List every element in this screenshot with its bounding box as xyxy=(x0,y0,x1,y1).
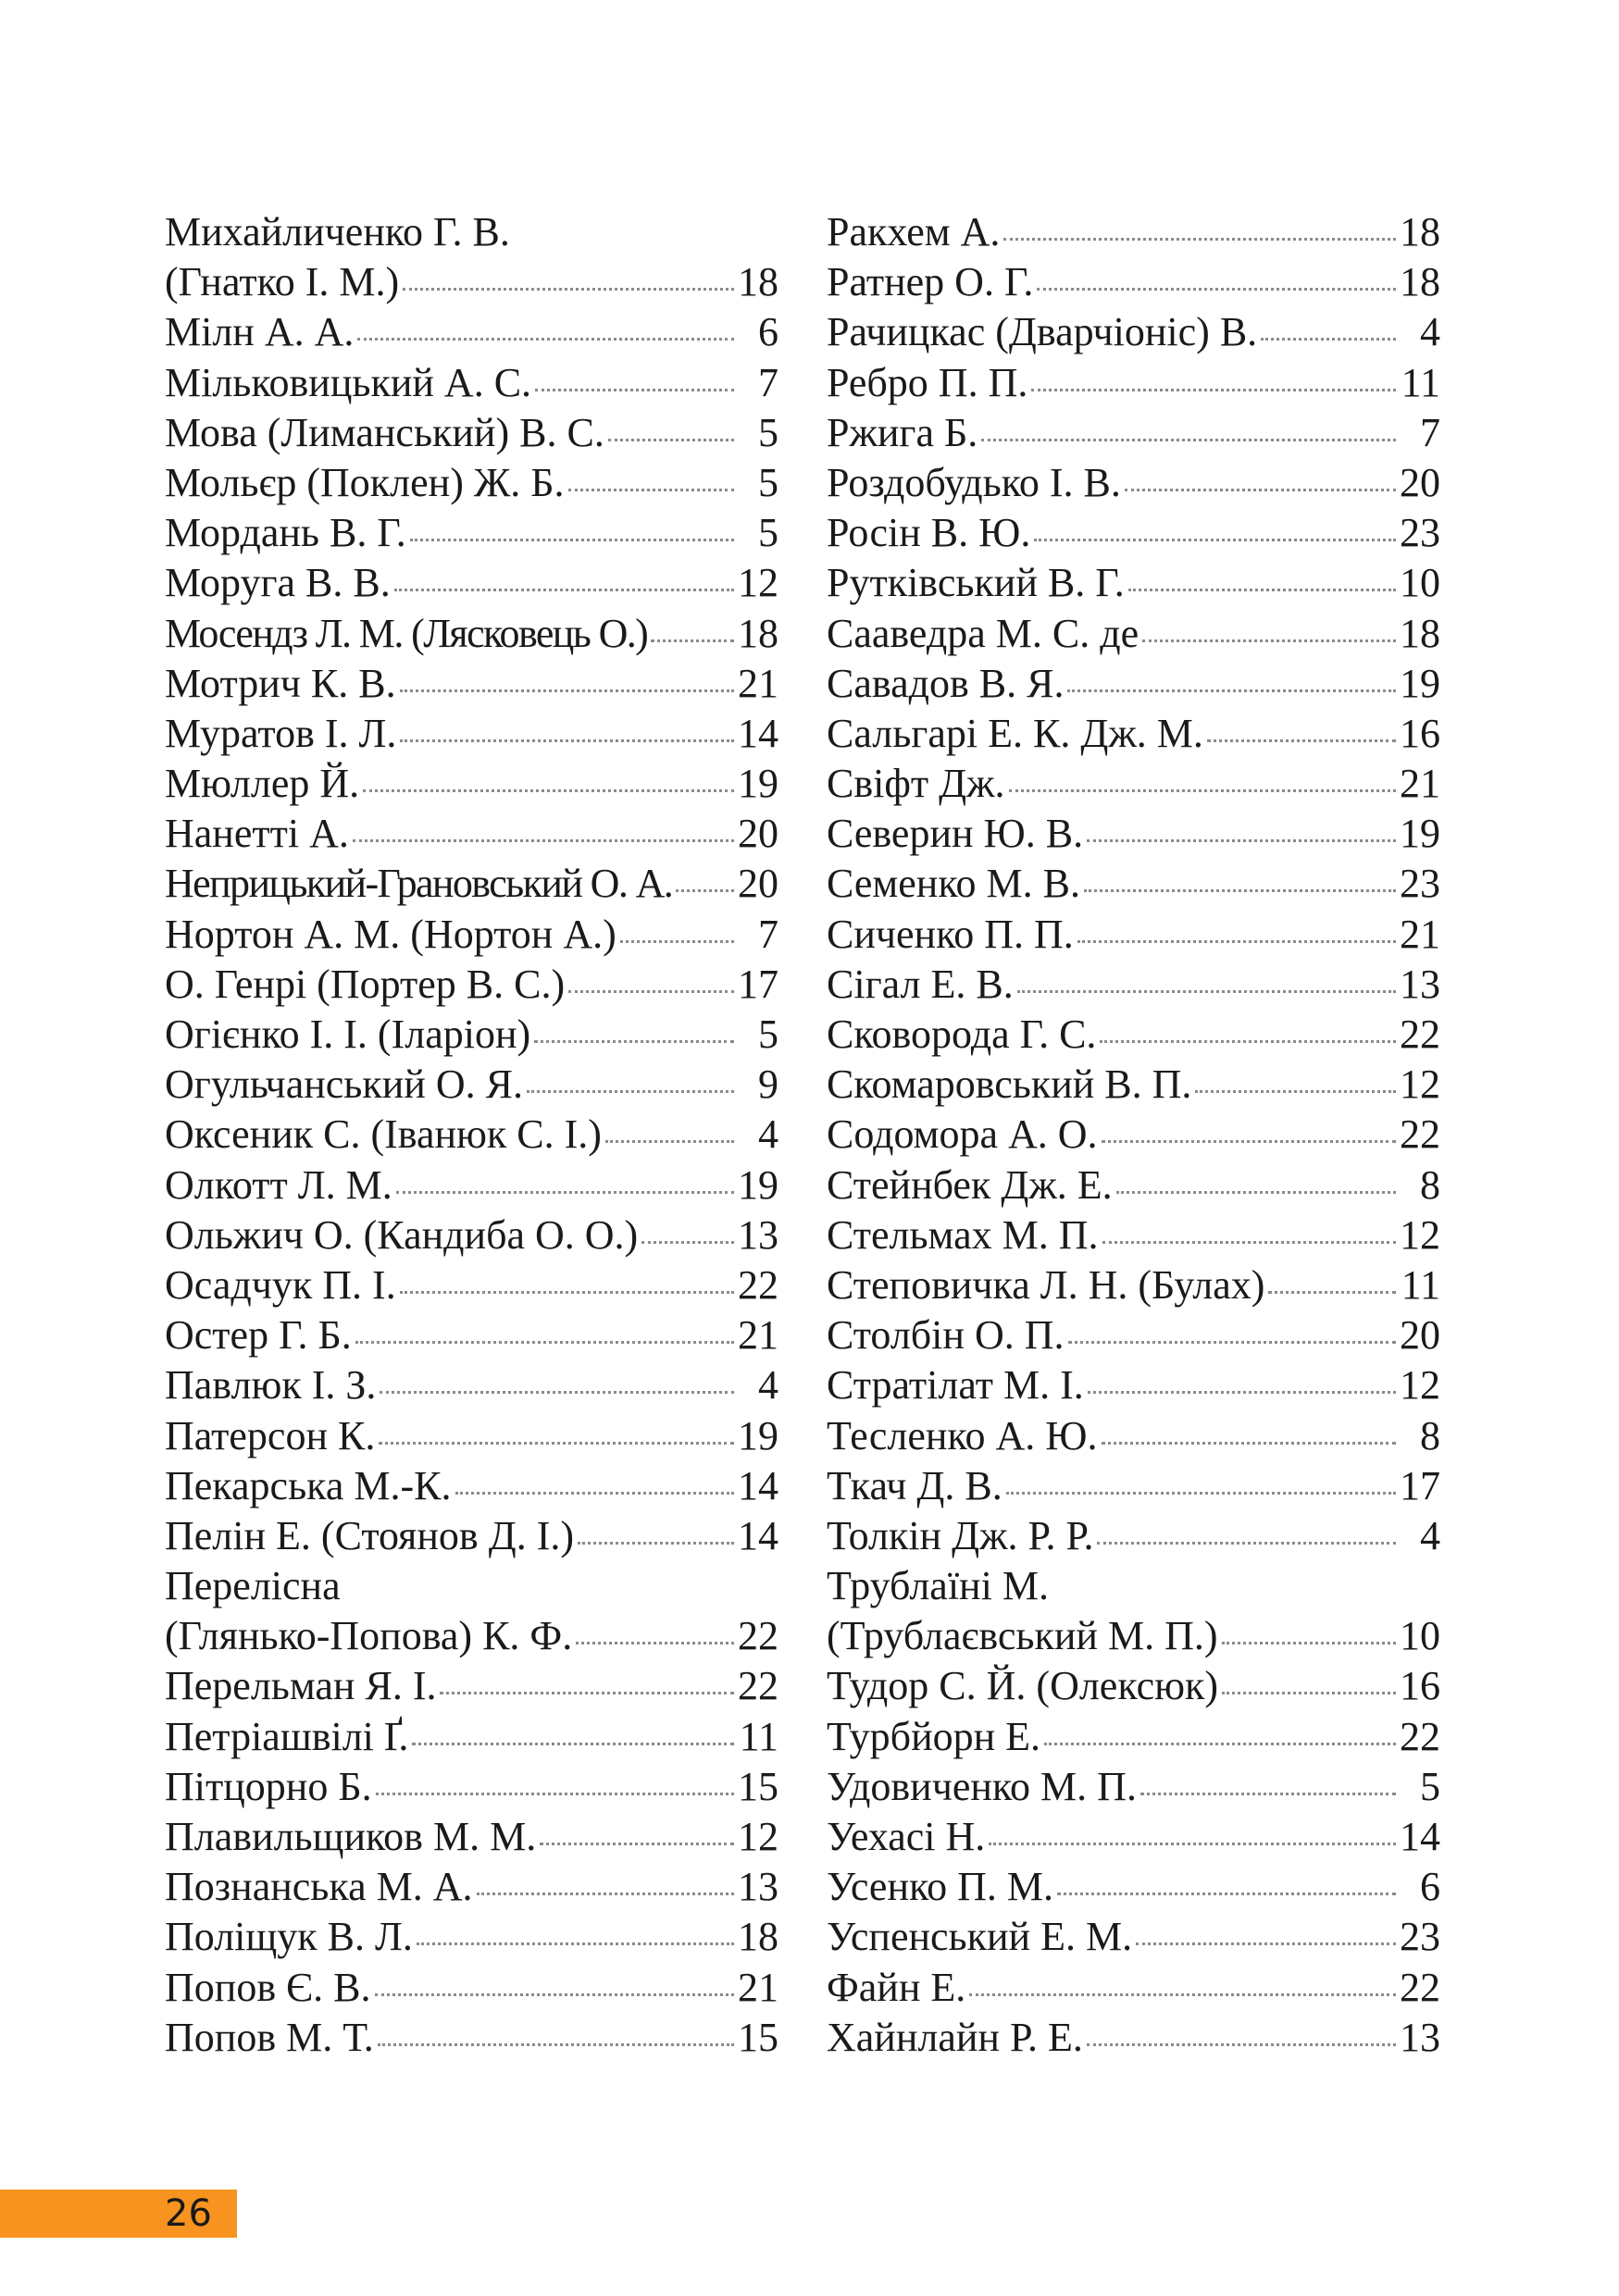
entry-author-name: (Гнатко І. М.) xyxy=(165,259,400,305)
dot-leader xyxy=(1268,1291,1396,1294)
dot-leader xyxy=(440,1692,734,1694)
entry-page-number: 21 xyxy=(738,1964,778,2010)
entry-author-name: Столбін О. П. xyxy=(827,1312,1065,1359)
dot-leader xyxy=(676,889,734,892)
dot-leader xyxy=(527,1090,734,1093)
entry-author-name: Перельман Я. І. xyxy=(165,1663,437,1709)
entry-page-number: 12 xyxy=(1400,1061,1440,1108)
index-entry xyxy=(165,910,778,960)
dot-leader xyxy=(620,940,734,943)
entry-author-name: Мілн А. А. xyxy=(165,309,355,355)
dot-leader xyxy=(363,789,734,792)
dot-leader xyxy=(1116,1191,1396,1194)
entry-page-number: 23 xyxy=(1400,510,1440,556)
index-entry xyxy=(165,1561,778,1611)
entry-page-number: 22 xyxy=(738,1613,778,1659)
dot-leader xyxy=(568,489,734,491)
entry-page-number: 13 xyxy=(1400,961,1440,1007)
entry-author-name: Мільковицький А. С. xyxy=(165,359,532,405)
entry-page-number: 13 xyxy=(738,1864,778,1910)
entry-author-name: Ржига Б. xyxy=(827,409,978,455)
entry-page-number: 5 xyxy=(758,1011,778,1057)
index-entry xyxy=(165,408,778,458)
index-entry xyxy=(165,307,778,357)
index-entry xyxy=(827,1110,1440,1160)
entry-author-name: Роздобудько І. В. xyxy=(827,459,1121,505)
entry-author-name: Усенко П. М. xyxy=(827,1864,1054,1910)
index-entry xyxy=(165,558,778,608)
index-entry xyxy=(827,609,1440,659)
dot-leader xyxy=(410,539,734,541)
index-entry xyxy=(165,1812,778,1862)
entry-page-number: 22 xyxy=(1400,1111,1440,1158)
dot-leader xyxy=(605,1140,734,1143)
entry-author-name: Неприцький-Грановський О. А. xyxy=(165,861,673,907)
entry-author-name: Тесленко А. Ю. xyxy=(827,1412,1098,1458)
dot-leader xyxy=(1087,839,1396,842)
entry-page-number: 14 xyxy=(738,710,778,756)
dot-leader xyxy=(378,2043,734,2046)
entry-author-name: Моруга В. В. xyxy=(165,560,391,606)
entry-page-number: 7 xyxy=(1420,409,1440,455)
index-entry xyxy=(165,257,778,307)
entry-author-name: Скомаровський В. П. xyxy=(827,1061,1192,1108)
entry-page-number: 14 xyxy=(738,1512,778,1558)
index-entry xyxy=(827,1912,1440,1962)
dot-leader xyxy=(578,1542,734,1545)
entry-page-number: 19 xyxy=(738,1412,778,1458)
entry-author-name: Свіфт Дж. xyxy=(827,761,1005,807)
entry-page-number: 20 xyxy=(738,861,778,907)
entry-author-name: Петріашвілі Ґ. xyxy=(165,1713,409,1759)
dot-leader xyxy=(1125,489,1396,491)
index-entry xyxy=(827,307,1440,357)
dot-leader xyxy=(1087,2043,1396,2046)
dot-leader xyxy=(1067,689,1396,692)
entry-author-name: Сігал Е. В. xyxy=(827,961,1014,1007)
index-entry xyxy=(827,1160,1440,1210)
index-entry xyxy=(827,1210,1440,1260)
index-entry xyxy=(165,1461,778,1511)
entry-author-name: (Трублаєвський М. П.) xyxy=(827,1613,1218,1659)
dot-leader xyxy=(1017,990,1396,993)
dot-leader xyxy=(396,1191,734,1194)
entry-author-name: Поліщук В. Л. xyxy=(165,1914,413,1960)
entry-author-name: Ратнер О. Г. xyxy=(827,259,1034,305)
index-entry xyxy=(165,2013,778,2063)
index-entry xyxy=(165,1511,778,1561)
index-entry xyxy=(827,1461,1440,1511)
index-entry xyxy=(165,1912,778,1962)
index-entry xyxy=(165,1260,778,1310)
entry-author-name: Нанетті А. xyxy=(165,811,349,857)
index-entry xyxy=(165,1862,778,1912)
index-entry xyxy=(165,458,778,508)
entry-author-name: Савадов В. Я. xyxy=(827,660,1065,706)
index-entry xyxy=(827,1060,1440,1110)
entry-author-name: Огульчанський О. Я. xyxy=(165,1061,523,1108)
entry-page-number: 6 xyxy=(1420,1864,1440,1910)
dot-leader xyxy=(1031,389,1396,391)
dot-leader xyxy=(400,689,734,692)
entry-page-number: 21 xyxy=(738,1312,778,1359)
entry-author-name: Успенський Е. М. xyxy=(827,1914,1133,1960)
index-entry xyxy=(165,1963,778,2013)
dot-leader xyxy=(1057,1893,1396,1895)
index-entry xyxy=(827,358,1440,408)
dot-leader xyxy=(455,1492,734,1495)
entry-author-name: Трублаїні М. xyxy=(827,1563,1049,1609)
dot-leader xyxy=(534,1040,734,1043)
index-entry xyxy=(165,1712,778,1762)
index-entry xyxy=(827,2013,1440,2063)
dot-leader xyxy=(376,1793,734,1795)
index-entry xyxy=(827,809,1440,859)
entry-author-name: Ракхем А. xyxy=(827,209,1001,254)
entry-author-name: Пекарська М.-К. xyxy=(165,1462,452,1508)
entry-page-number: 21 xyxy=(738,660,778,706)
dot-leader xyxy=(1136,1942,1396,1945)
entry-author-name: Стратілат М. І. xyxy=(827,1362,1084,1409)
entry-author-name: Попов Є. В. xyxy=(165,1964,371,2010)
index-entry xyxy=(827,1661,1440,1711)
dot-leader xyxy=(1009,789,1397,792)
index-entry xyxy=(827,1712,1440,1762)
entry-page-number: 6 xyxy=(758,309,778,355)
entry-page-number: 20 xyxy=(1400,459,1440,505)
dot-leader xyxy=(412,1743,734,1745)
entry-author-name: Ткач Д. В. xyxy=(827,1462,1003,1508)
entry-page-number: 22 xyxy=(1400,1011,1440,1057)
dot-leader xyxy=(1044,1743,1396,1745)
index-entry xyxy=(827,859,1440,909)
entry-page-number: 10 xyxy=(1400,560,1440,606)
index-entry xyxy=(165,1611,778,1661)
entry-author-name: Познанська М. А. xyxy=(165,1864,473,1910)
dot-leader xyxy=(641,1241,734,1244)
dot-leader xyxy=(1207,739,1396,742)
entry-author-name: Плавильщиков М. М. xyxy=(165,1814,537,1859)
entry-page-number: 16 xyxy=(1400,1663,1440,1709)
entry-page-number: 5 xyxy=(758,510,778,556)
entry-author-name: Северин Ю. В. xyxy=(827,811,1084,857)
index-entry xyxy=(827,1812,1440,1862)
index-entry xyxy=(165,508,778,558)
entry-page-number: 19 xyxy=(738,761,778,807)
entry-page-number: 4 xyxy=(1420,309,1440,355)
dot-leader xyxy=(1006,1492,1396,1495)
entry-page-number: 8 xyxy=(1420,1412,1440,1458)
index-entry xyxy=(827,458,1440,508)
index-entry xyxy=(827,1611,1440,1661)
index-entry xyxy=(827,960,1440,1010)
entry-page-number: 11 xyxy=(1401,1261,1440,1308)
dot-leader xyxy=(576,1642,734,1644)
dot-leader xyxy=(608,439,734,441)
entry-page-number: 23 xyxy=(1400,861,1440,907)
entry-author-name: Оксеник С. (Іванюк С. І.) xyxy=(165,1111,602,1158)
entry-author-name: Стельмах М. П. xyxy=(827,1211,1099,1258)
entry-page-number: 22 xyxy=(1400,1964,1440,2010)
entry-page-number: 12 xyxy=(1400,1362,1440,1409)
dot-leader xyxy=(1084,889,1396,892)
entry-author-name: Сиченко П. П. xyxy=(827,911,1074,957)
entry-author-name: Сааведра М. С. де xyxy=(827,610,1140,656)
entry-page-number: 13 xyxy=(738,1211,778,1258)
entry-author-name: Тудор С. Й. (Олексюк) xyxy=(827,1663,1219,1709)
dot-leader xyxy=(375,1993,735,1996)
dot-leader xyxy=(357,338,734,341)
dot-leader xyxy=(1195,1090,1396,1093)
entry-author-name: Мордань В. Г. xyxy=(165,510,406,556)
dot-leader xyxy=(1222,1642,1397,1644)
entry-author-name: Попов М. Т. xyxy=(165,2014,374,2060)
entry-page-number: 21 xyxy=(1400,911,1440,957)
entry-author-name: Толкін Дж. Р. Р. xyxy=(827,1512,1094,1558)
index-entry xyxy=(165,809,778,859)
entry-page-number: 18 xyxy=(738,1914,778,1960)
entry-page-number: 22 xyxy=(1400,1713,1440,1759)
dot-leader xyxy=(353,839,734,842)
index-entry xyxy=(827,1561,1440,1611)
entry-author-name: Семенко М. В. xyxy=(827,861,1080,907)
dot-leader xyxy=(400,1291,734,1294)
entry-page-number: 11 xyxy=(739,1713,778,1759)
entry-page-number: 18 xyxy=(1400,610,1440,656)
index-entry xyxy=(827,1411,1440,1461)
entry-page-number: 4 xyxy=(758,1111,778,1158)
entry-page-number: 9 xyxy=(758,1061,778,1108)
entry-author-name: О. Генрі (Портер В. С.) xyxy=(165,961,566,1007)
entry-author-name: Михайличенко Г. В. xyxy=(165,209,510,254)
dot-leader xyxy=(394,589,734,591)
entry-author-name: Мосендз Л. М. (Лясковець О.) xyxy=(165,610,648,656)
entry-author-name: Росін В. Ю. xyxy=(827,510,1031,556)
dot-leader xyxy=(1102,1241,1396,1244)
dot-leader xyxy=(651,639,734,642)
entry-author-name: Мова (Лиманський) В. С. xyxy=(165,409,604,455)
dot-leader xyxy=(1068,1341,1396,1344)
entry-author-name: Осадчук П. І. xyxy=(165,1261,396,1308)
entry-author-name: Мольєр (Поклен) Ж. Б. xyxy=(165,459,565,505)
entry-page-number: 18 xyxy=(738,259,778,305)
index-entry xyxy=(827,1360,1440,1410)
entry-page-number: 17 xyxy=(738,961,778,1007)
entry-author-name: Нортон А. М. (Нортон А.) xyxy=(165,911,616,957)
dot-leader xyxy=(1142,639,1396,642)
index-entry xyxy=(165,859,778,909)
dot-leader xyxy=(989,1843,1396,1845)
index-entry xyxy=(827,1310,1440,1360)
index-entry xyxy=(165,1661,778,1711)
entry-author-name: Ольжич О. (Кандиба О. О.) xyxy=(165,1211,639,1258)
entry-author-name: Пелін Е. (Стоянов Д. І.) xyxy=(165,1512,575,1558)
entry-author-name: Рачицкас (Дварчіоніс) В. xyxy=(827,309,1258,355)
dot-leader xyxy=(1102,1442,1396,1445)
dot-leader xyxy=(1140,1793,1396,1795)
entry-page-number: 19 xyxy=(1400,660,1440,706)
entry-page-number: 15 xyxy=(738,1763,778,1809)
index-entry xyxy=(165,1762,778,1812)
entry-author-name: Остер Г. Б. xyxy=(165,1312,352,1359)
entry-page-number: 7 xyxy=(758,359,778,405)
entry-author-name: Огієнко І. І. (Іларіон) xyxy=(165,1011,531,1057)
entry-page-number: 19 xyxy=(738,1161,778,1208)
entry-page-number: 12 xyxy=(1400,1211,1440,1258)
entry-page-number: 18 xyxy=(1400,209,1440,254)
index-entry xyxy=(827,910,1440,960)
index-entry xyxy=(165,1210,778,1260)
entry-page-number: 4 xyxy=(1420,1512,1440,1558)
dot-leader xyxy=(380,1391,734,1394)
entry-page-number: 15 xyxy=(738,2014,778,2060)
dot-leader xyxy=(535,389,734,391)
entry-page-number: 20 xyxy=(738,811,778,857)
index-entry xyxy=(827,709,1440,759)
index-entry xyxy=(827,508,1440,558)
dot-leader xyxy=(403,288,734,291)
entry-page-number: 4 xyxy=(758,1362,778,1409)
dot-leader xyxy=(1097,1542,1396,1545)
entry-page-number: 17 xyxy=(1400,1462,1440,1508)
dot-leader xyxy=(417,1942,734,1945)
entry-author-name: Сковорода Г. С. xyxy=(827,1011,1097,1057)
dot-leader xyxy=(1222,1692,1396,1694)
index-entry xyxy=(165,1110,778,1160)
index-entry xyxy=(165,358,778,408)
entry-page-number: 19 xyxy=(1400,811,1440,857)
index-entry xyxy=(827,257,1440,307)
entry-page-number: 16 xyxy=(1400,710,1440,756)
index-entry xyxy=(165,207,778,257)
dot-leader xyxy=(1261,338,1396,341)
index-entry xyxy=(827,759,1440,809)
dot-leader xyxy=(1088,1391,1396,1394)
entry-page-number: 11 xyxy=(1401,359,1440,405)
dot-leader xyxy=(568,990,734,993)
index-entry xyxy=(827,207,1440,257)
entry-page-number: 7 xyxy=(758,911,778,957)
entry-author-name: Уехасі Н. xyxy=(827,1814,986,1859)
entry-page-number: 14 xyxy=(1400,1814,1440,1859)
index-entry xyxy=(165,1310,778,1360)
index-entry xyxy=(827,408,1440,458)
entry-author-name: Хайнлайн Р. Е. xyxy=(827,2014,1083,2060)
entry-page-number: 22 xyxy=(738,1663,778,1709)
entry-page-number: 12 xyxy=(738,1814,778,1859)
dot-leader xyxy=(981,439,1396,441)
entry-author-name: Сальгарі Е. К. Дж. М. xyxy=(827,710,1203,756)
entry-author-name: Перелісна xyxy=(165,1563,341,1609)
index-column-right xyxy=(827,207,1440,2063)
entry-author-name: Файн Е. xyxy=(827,1964,966,2010)
entry-page-number: 22 xyxy=(738,1261,778,1308)
dot-leader xyxy=(1034,539,1396,541)
entry-page-number: 21 xyxy=(1400,761,1440,807)
index-column-left xyxy=(165,207,778,2063)
entry-author-name: Патерсон К. xyxy=(165,1412,376,1458)
entry-author-name: Ребро П. П. xyxy=(827,359,1028,405)
entry-author-name: Удовиченко М. П. xyxy=(827,1763,1137,1809)
dot-leader xyxy=(477,1893,734,1895)
entry-author-name: (Глянько-Попова) К. Ф. xyxy=(165,1613,573,1659)
dot-leader xyxy=(540,1843,734,1845)
entry-author-name: Стейнбек Дж. Е. xyxy=(827,1161,1113,1208)
index-entry xyxy=(827,1862,1440,1912)
entry-author-name: Павлюк І. З. xyxy=(165,1362,377,1409)
index-entry xyxy=(827,1963,1440,2013)
dot-leader xyxy=(1003,238,1396,241)
index-entry xyxy=(165,759,778,809)
page-number: 26 xyxy=(165,2192,212,2235)
index-entry xyxy=(165,1010,778,1060)
entry-author-name: Степовичка Л. Н. (Булах) xyxy=(827,1261,1265,1308)
index-entry xyxy=(827,1010,1440,1060)
entry-author-name: Мотрич К. В. xyxy=(165,660,396,706)
entry-page-number: 5 xyxy=(1420,1763,1440,1809)
entry-page-number: 18 xyxy=(1400,259,1440,305)
index-entry xyxy=(165,1060,778,1110)
dot-leader xyxy=(1037,288,1396,291)
entry-page-number: 14 xyxy=(738,1462,778,1508)
entry-page-number: 5 xyxy=(758,409,778,455)
entry-page-number: 5 xyxy=(758,459,778,505)
entry-page-number: 13 xyxy=(1400,2014,1440,2060)
dot-leader xyxy=(1128,589,1396,591)
entry-page-number: 23 xyxy=(1400,1914,1440,1960)
dot-leader xyxy=(1100,1040,1396,1043)
index-entry xyxy=(827,1511,1440,1561)
index-entry xyxy=(165,1411,778,1461)
entry-page-number: 8 xyxy=(1420,1161,1440,1208)
entry-author-name: Муратов І. Л. xyxy=(165,710,397,756)
index-entry xyxy=(165,609,778,659)
index-entry xyxy=(827,1260,1440,1310)
dot-leader xyxy=(400,739,734,742)
entry-page-number: 18 xyxy=(738,610,778,656)
index-entry xyxy=(827,1762,1440,1812)
dot-leader xyxy=(379,1442,734,1445)
entry-page-number: 20 xyxy=(1400,1312,1440,1359)
index-entry xyxy=(165,1360,778,1410)
dot-leader xyxy=(355,1341,734,1344)
index-entry xyxy=(165,659,778,709)
entry-page-number: 10 xyxy=(1400,1613,1440,1659)
dot-leader xyxy=(1077,940,1396,943)
index-entry xyxy=(165,960,778,1010)
index-entry xyxy=(827,558,1440,608)
entry-author-name: Рутківський В. Г. xyxy=(827,560,1125,606)
entry-author-name: Пітцорно Б. xyxy=(165,1763,372,1809)
index-entry xyxy=(165,709,778,759)
entry-page-number: 12 xyxy=(738,560,778,606)
entry-author-name: Олкотт Л. М. xyxy=(165,1161,392,1208)
dot-leader xyxy=(1102,1140,1396,1143)
entry-author-name: Турбйорн Е. xyxy=(827,1713,1041,1759)
index-entry xyxy=(165,1160,778,1210)
entry-author-name: Содомора А. О. xyxy=(827,1111,1098,1158)
entry-author-name: Мюллер Й. xyxy=(165,761,360,807)
dot-leader xyxy=(969,1993,1396,1996)
index-entry xyxy=(827,659,1440,709)
